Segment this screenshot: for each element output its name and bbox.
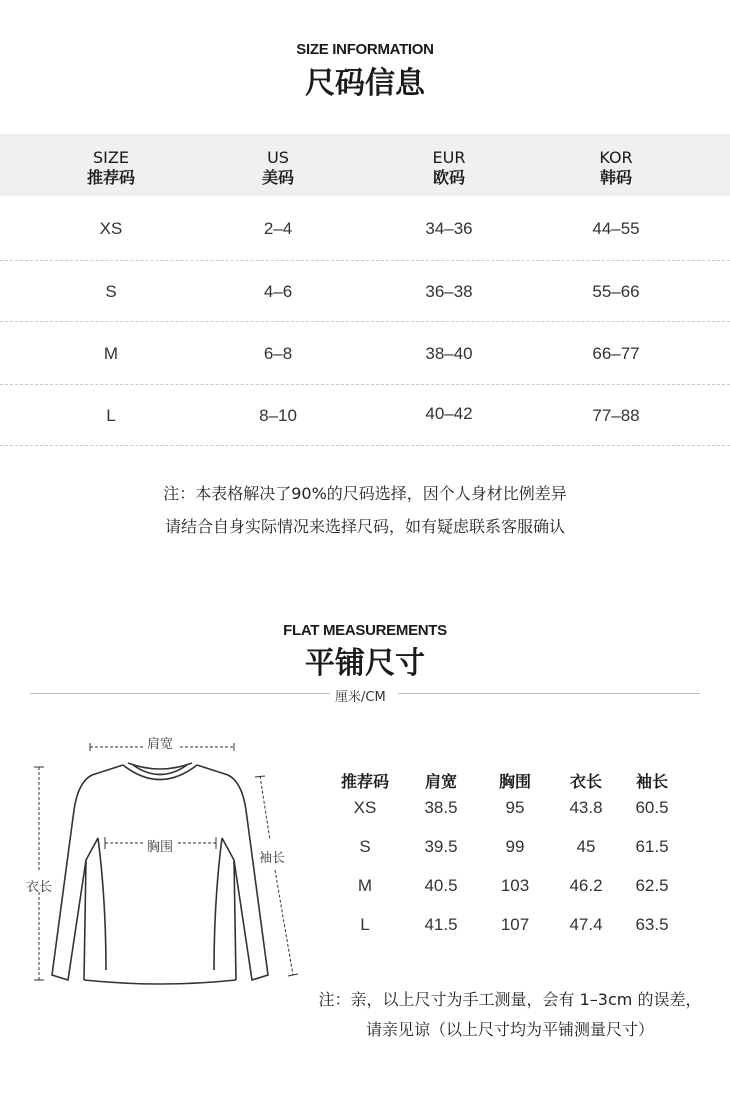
diagram-label-chest: 胸围 [147,840,174,855]
flat-cell: 107 [500,915,530,934]
cell-us: 4–6 [263,282,293,301]
flat-header-size: 推荐码 [340,772,389,791]
sleeve-measure-line [255,776,298,976]
flat-cell: 95 [505,798,525,817]
flat-header-shoulder: 肩宽 [424,772,457,791]
flat-cell: 61.5 [635,837,669,856]
cell-kor: 44–55 [592,219,640,238]
cell-kor: 66–77 [592,344,640,363]
flat-cell: 41.5 [424,915,458,934]
size-note-line-1: 注：本表格解决了90%的尺码选择，因个人身材比例差异 [163,484,567,503]
flat-cell: 38.5 [424,798,458,817]
flat-cell: 47.4 [569,915,603,934]
cell-kor: 55–66 [592,282,640,301]
size-note-line-2: 请结合自身实际情况来选择尺码，如有疑虑联系客服确认 [164,517,565,536]
flat-cell: L [360,915,370,934]
flat-cell: 45 [576,837,596,856]
flat-cell: 62.5 [635,876,669,895]
flat-cell: 60.5 [635,798,669,817]
header-eur: EUR 欧码 [432,148,466,187]
cell-us: 8–10 [259,406,297,425]
cell-size: M [103,344,119,363]
row-divider [0,445,730,446]
cell-size: XS [99,219,123,238]
cell-eur: 38–40 [425,344,473,363]
header-us: US 美码 [261,148,294,187]
row-divider [0,384,730,385]
cell-size: S [105,282,117,301]
flat-header-length: 衣长 [569,772,602,791]
flat-cell: 43.8 [569,798,603,817]
size-info-title-en: SIZE INFORMATION [296,41,434,58]
diagram-label-shoulder: 肩宽 [147,737,174,752]
row-divider [0,321,730,322]
flat-cell: 40.5 [424,876,458,895]
flat-cell: M [357,876,373,895]
cell-eur: 36–38 [425,282,473,301]
size-table-header [0,134,730,196]
unit-divider-left [30,693,330,694]
shirt-outline-icon [52,763,268,984]
cell-us: 2–4 [263,219,293,238]
diagram-label-length: 衣长 [26,880,53,895]
unit-divider-right [398,693,700,694]
header-size: SIZE 推荐码 [86,148,135,187]
cell-kor: 77–88 [592,406,640,425]
cell-eur: 40–42 [425,404,473,423]
flat-note-line-1: 注：亲，以上尺寸为手工测量，会有 1–3cm 的误差， [318,990,702,1009]
row-divider [0,260,730,261]
flat-cell: 99 [505,837,525,856]
flat-header-chest: 胸围 [498,772,531,791]
flat-cell: 103 [500,876,530,895]
flat-cell: 63.5 [635,915,669,934]
cell-eur: 34–36 [425,219,473,238]
size-info-title-cn: 尺码信息 [305,66,425,101]
flat-note-line-2: 请亲见谅（以上尺寸均为平铺测量尺寸） [365,1020,654,1039]
flat-cell: XS [353,798,377,817]
cell-size: L [106,406,116,425]
flat-cell: 46.2 [569,876,603,895]
cell-us: 6–8 [263,344,293,363]
diagram-label-sleeve: 袖长 [259,851,286,866]
length-measure-line [34,767,44,980]
flat-header-sleeve: 袖长 [635,772,668,791]
flat-cell: S [359,837,371,856]
flat-title-cn: 平铺尺寸 [305,646,425,681]
flat-title-en: FLAT MEASUREMENTS [283,622,447,639]
header-kor: KOR 韩码 [599,148,633,187]
unit-label: 厘米/CM [335,690,386,705]
flat-cell: 39.5 [424,837,458,856]
